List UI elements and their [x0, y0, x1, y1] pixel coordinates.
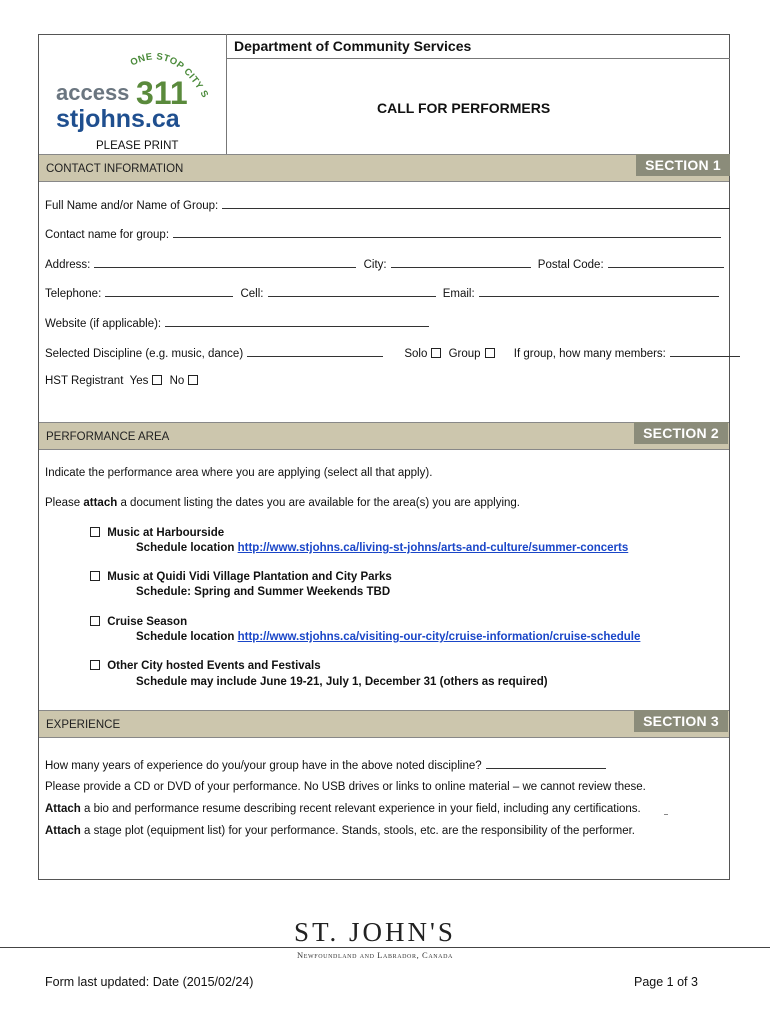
solo-checkbox[interactable]	[431, 348, 441, 358]
cruise-checkbox[interactable]	[90, 616, 100, 626]
address-row	[45, 257, 724, 271]
contact-name-field[interactable]	[173, 227, 721, 238]
logo-stjohns: stjohns.ca	[56, 105, 180, 133]
attach-dates-line	[45, 497, 520, 509]
hst-no-checkbox[interactable]	[188, 375, 198, 385]
hst-yes-label: Yes	[129, 375, 149, 387]
bio-line	[45, 803, 641, 815]
form-updated: Form last updated: Date (2015/02/24)	[45, 975, 254, 989]
quidi-vidi-checkbox[interactable]	[90, 571, 100, 581]
other-events-schedule-text: Schedule may include June 19-21, July 1, December 31 (others as required)	[136, 676, 548, 688]
cruise-link[interactable]: http://www.stjohns.ca/visiting-our-city/cruise-information/cruise-schedule	[237, 631, 641, 643]
hst-yes-checkbox[interactable]	[152, 375, 162, 385]
option-quidi-vidi	[90, 571, 392, 583]
please-print: PLEASE PRINT	[96, 140, 179, 152]
full-name-row	[45, 198, 730, 212]
quidi-vidi-schedule-text: Schedule: Spring and Summer Weekends TBD	[136, 586, 391, 598]
quidi-vidi-schedule	[136, 586, 390, 598]
attach-bold: attach	[83, 497, 118, 509]
logo-arc-text: ONE STOP CITY S	[128, 51, 211, 101]
other-events-checkbox[interactable]	[90, 660, 100, 670]
full-name-field[interactable]	[222, 198, 730, 209]
email-field[interactable]	[479, 286, 719, 297]
contact-info-bar	[39, 154, 729, 182]
stage-plot-line	[45, 825, 635, 837]
attach-post: a document listing the dates you are available for the area(s) you are applying.	[120, 497, 520, 509]
st-johns-logo-main: ST. JOHN'S	[294, 917, 456, 947]
option-harbourside	[90, 527, 224, 539]
cell-field[interactable]	[268, 286, 436, 297]
st-johns-logo-sub: Newfoundland and Labrador, Canada	[297, 950, 453, 960]
contact-name-row	[45, 227, 721, 241]
other-events-title: Other City hosted Events and Festivals	[107, 660, 321, 672]
harbourside-link[interactable]: http://www.stjohns.ca/living-st-johns/arts-and-culture/summer-concerts	[237, 542, 629, 554]
discipline-field[interactable]	[247, 346, 383, 357]
plot-bold: Attach	[45, 825, 81, 837]
performance-area-label: PERFORMANCE AREA	[46, 431, 170, 443]
solo-label: Solo	[404, 348, 428, 360]
website-row	[45, 316, 429, 330]
telephone-label: Telephone:	[45, 288, 102, 300]
address-label: Address:	[45, 259, 91, 271]
performance-area-bar	[39, 422, 729, 450]
years-row	[45, 758, 606, 772]
form-title: CALL FOR PERFORMERS	[377, 100, 551, 116]
section-3-tab: SECTION 3	[634, 710, 728, 732]
group-checkbox[interactable]	[485, 348, 495, 358]
harbourside-checkbox[interactable]	[90, 527, 100, 537]
telephone-field[interactable]	[105, 286, 233, 297]
hst-label: HST Registrant	[45, 375, 124, 387]
cruise-title: Cruise Season	[107, 616, 188, 628]
logo-311: 311	[136, 75, 188, 111]
st-johns-logo	[270, 918, 480, 964]
section-1-tab: SECTION 1	[636, 154, 730, 176]
experience-bar	[39, 710, 729, 738]
years-field[interactable]	[486, 758, 606, 769]
address-field[interactable]	[94, 257, 356, 268]
cell-label: Cell:	[240, 288, 264, 300]
website-field[interactable]	[165, 316, 429, 327]
page-number: Page 1 of 3	[634, 975, 698, 989]
full-name-label: Full Name and/or Name of Group:	[45, 200, 219, 212]
discipline-label: Selected Discipline (e.g. music, dance)	[45, 348, 244, 360]
contact-name-label: Contact name for group:	[45, 229, 170, 241]
header-rule	[226, 58, 730, 59]
section-2-tab: SECTION 2	[634, 422, 728, 444]
bio-text: a bio and performance resume describing recent relevant experience in your field, including any certifications.	[83, 803, 641, 815]
bio-bold: Attach	[45, 803, 81, 815]
group-label: Group	[448, 348, 481, 360]
members-label: If group, how many members:	[513, 348, 666, 360]
discipline-row	[45, 346, 740, 360]
postal-label: Postal Code:	[537, 259, 604, 271]
harbourside-schedule	[136, 542, 628, 554]
telephone-row	[45, 286, 719, 300]
option-other-events	[90, 660, 321, 672]
stray-mark	[664, 814, 668, 815]
email-label: Email:	[442, 288, 475, 300]
hst-no-label: No	[169, 375, 185, 387]
members-field[interactable]	[670, 346, 740, 357]
plot-text: a stage plot (equipment list) for your performance. Stands, stools, etc. are the responsibility of the performer.	[83, 825, 635, 837]
postal-field[interactable]	[608, 257, 724, 268]
attach-pre: Please	[45, 497, 81, 509]
cruise-schedule	[136, 631, 640, 643]
other-events-schedule	[136, 676, 548, 688]
experience-label: EXPERIENCE	[46, 719, 121, 731]
access311-logo	[54, 44, 214, 136]
hst-row	[45, 375, 202, 387]
city-field[interactable]	[391, 257, 531, 268]
logo-access: access	[56, 80, 130, 105]
header-divider	[226, 34, 227, 154]
contact-info-label: CONTACT INFORMATION	[46, 163, 184, 175]
performance-intro: Indicate the performance area where you are applying (select all that apply).	[45, 467, 433, 479]
department-title: Department of Community Services	[234, 38, 472, 54]
website-label: Website (if applicable):	[45, 318, 162, 330]
cd-line: Please provide a CD or DVD of your performance. No USB drives or links to online material – we cannot review these.	[45, 781, 646, 793]
cruise-schedule-prefix: Schedule location	[136, 631, 235, 643]
harbourside-schedule-prefix: Schedule location	[136, 542, 235, 554]
footer-rule	[0, 947, 770, 948]
option-cruise	[90, 616, 187, 628]
harbourside-title: Music at Harbourside	[107, 527, 225, 539]
quidi-vidi-title: Music at Quidi Vidi Village Plantation and City Parks	[107, 571, 392, 583]
city-label: City:	[363, 259, 387, 271]
years-label: How many years of experience do you/your group have in the above noted discipline?	[45, 760, 482, 772]
